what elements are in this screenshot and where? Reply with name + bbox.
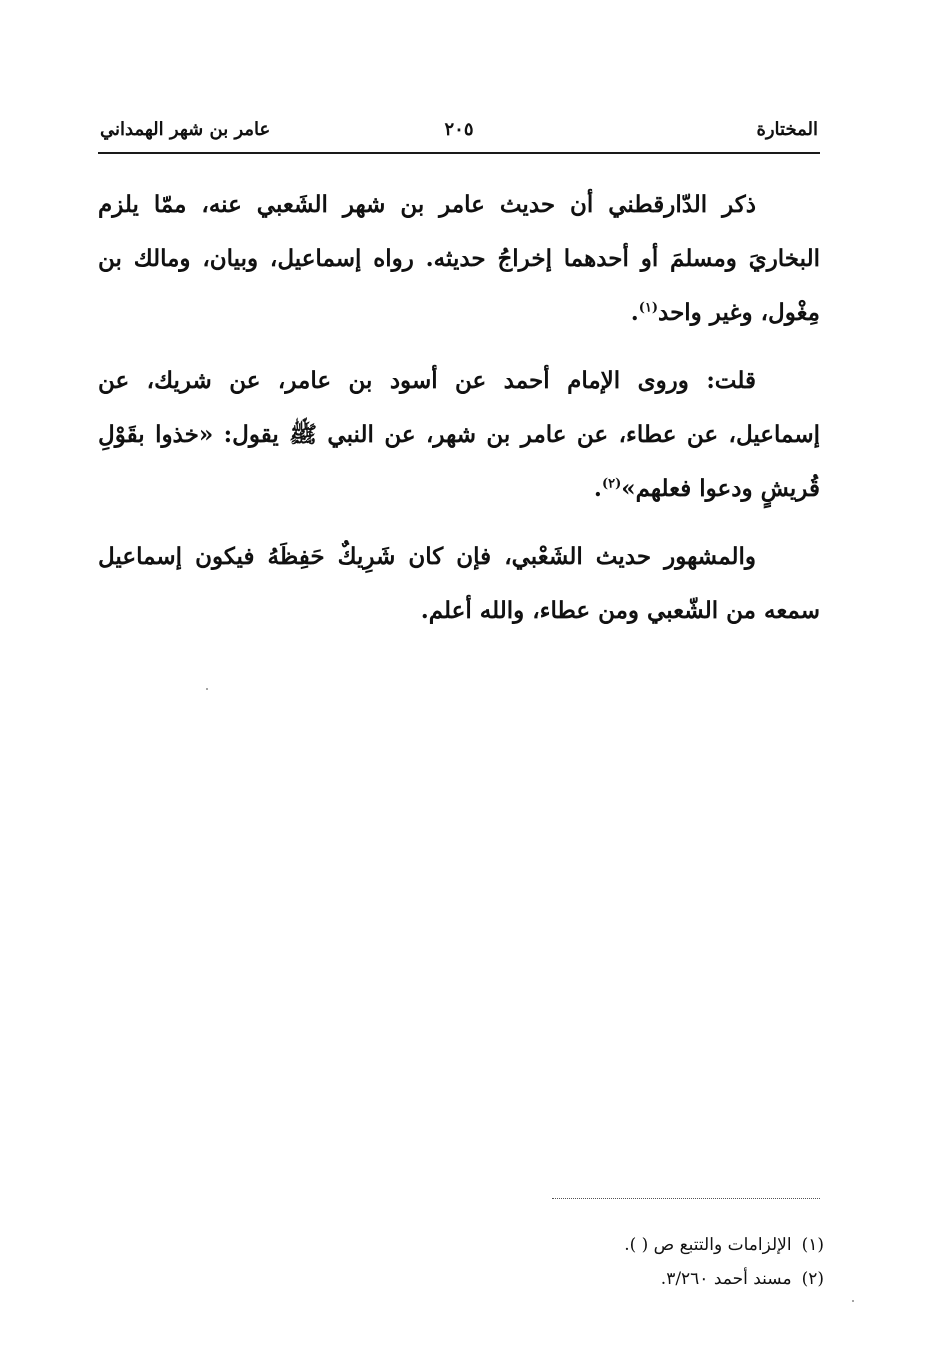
main-text [98, 178, 820, 652]
footnote-separator [552, 1198, 820, 1199]
paragraph [98, 354, 820, 516]
paragraph [98, 178, 820, 340]
footnote-reference: (٢) [601, 476, 622, 492]
footnote-number: (١) [801, 1235, 824, 1255]
paragraph-text: قلت: وروى الإمام أحمد عن أسود بن عامر، عن شريك، عن إسماعيل، عن عطاء، عن عامر بن شهر، عن النبي ﷺ يقول: «خذوا بقَوْلِ قُريشٍ ودعوا فعلهم» [98, 367, 820, 502]
footnote-item [330, 1228, 824, 1262]
footnote-text: الإلزامات والتتبع ص ( ). [624, 1235, 792, 1255]
footnote-reference: (١) [638, 300, 658, 316]
book-title: المختارة [756, 119, 818, 140]
paragraph-text: ذكر الدّارقطني أن حديث عامر بن شهر الشَعبي عنه، ممّا يلزم البخاريَ ومسلمَ أو أحدهما إخراجُ حديثه. رواه إسماعيل، وبيان، ومالك بن مِغْول، وغير واحد [98, 191, 820, 326]
paragraph [98, 530, 820, 638]
footnote-number: (٢) [801, 1269, 824, 1289]
chapter-title: عامر بن شهر الهمداني [100, 119, 271, 140]
footnote-item [330, 1262, 824, 1296]
footnotes [330, 1228, 824, 1296]
page-header [98, 112, 820, 154]
scan-speck [206, 688, 208, 690]
paragraph-tail: . [593, 475, 602, 502]
scan-speck [852, 1300, 854, 1302]
paragraph-tail: . [630, 299, 639, 326]
paragraph-text: والمشهور حديث الشَعْبي، فإن كان شَرِيكٌ حَفِظَهُ فيكون إسماعيل سمعه من الشّعبي ومن عطاء، والله أعلم. [98, 543, 820, 624]
footnote-text: مسند أحمد ٣/٢٦٠. [660, 1269, 792, 1289]
page-number: ٢٠٥ [444, 119, 474, 140]
